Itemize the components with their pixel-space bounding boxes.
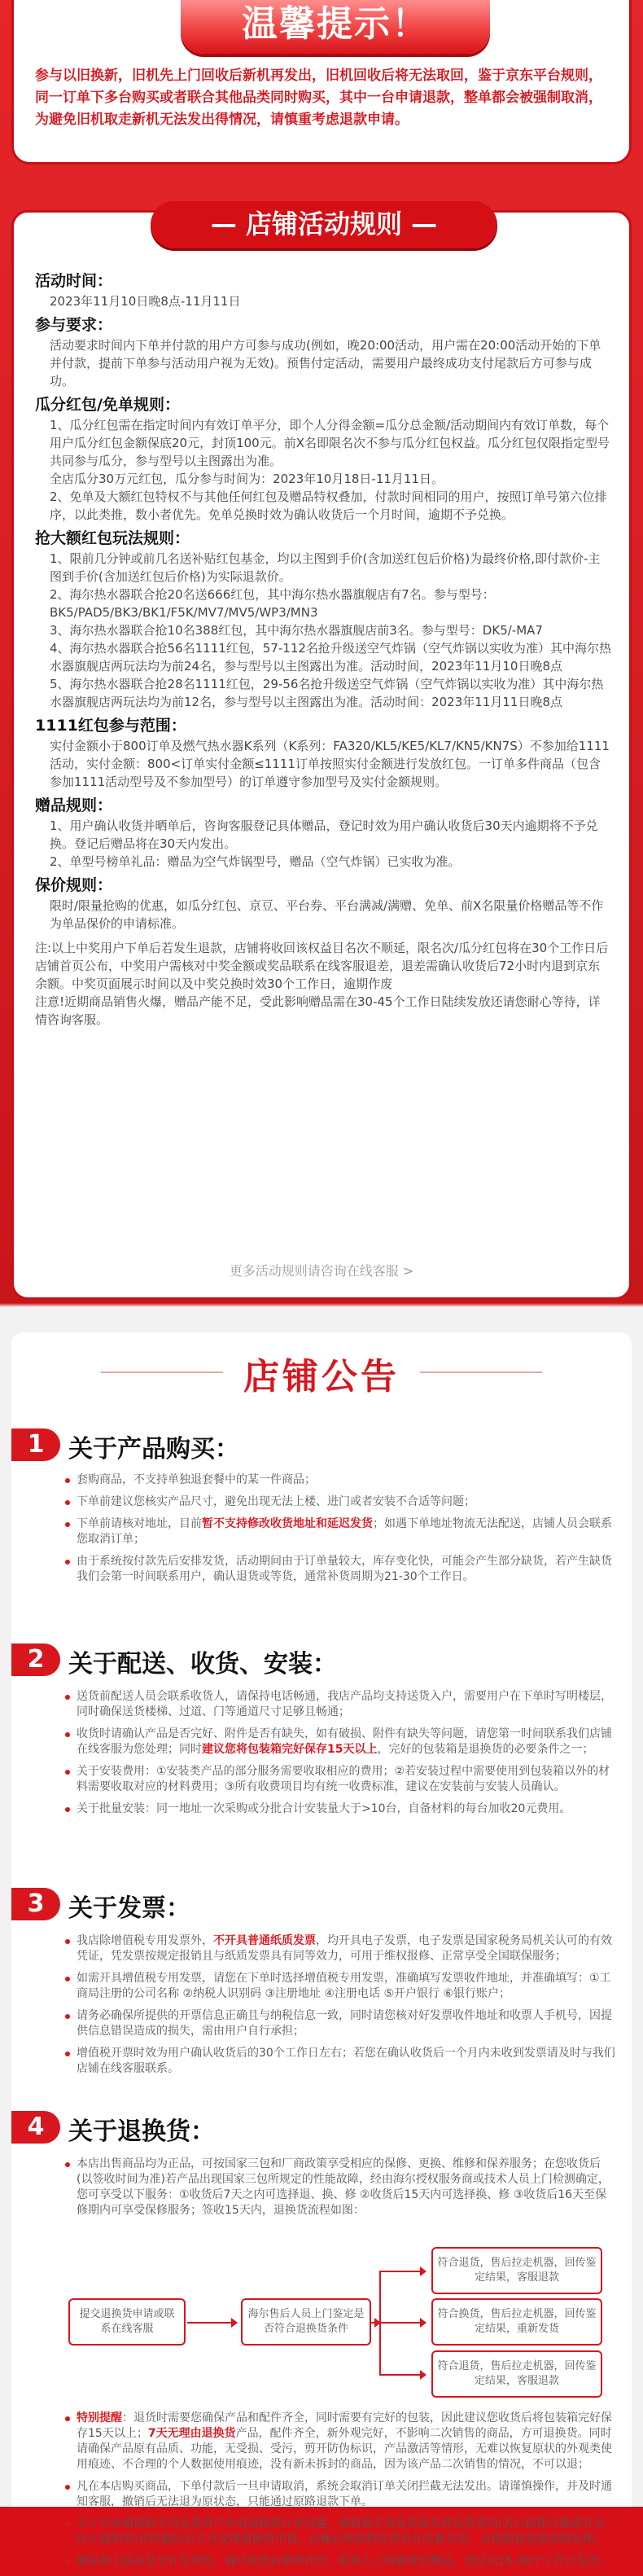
- flow-step-apply: 提交退换货申请或联系在线客服: [68, 2298, 186, 2346]
- list-item: 如需开具增值税专用发票，请您在下单时选择增值税专用发票，准确填写发票收件地址，并准确填写：①工商局注册的公司名称 ②纳税人识别码 ③注册地址 ④注册电话 ⑤开户银行 ⑥银行账户；: [65, 1971, 615, 2002]
- text-normal: 下单前请核对地址，目前: [77, 1517, 202, 1530]
- store-announcement-header: [11, 1332, 632, 1422]
- list-item: [65, 1516, 615, 1547]
- text-highlight: 暂不支持修改收货地址和延迟发货: [202, 1517, 373, 1530]
- activity-rules-title: — 店铺活动规则 —: [151, 201, 497, 248]
- list-item: 由于系统按付款先后安排发货，活动期间由于订单量较大，库存变化快，可能会产生部分缺货，若产生缺货我们会第一时间联系用户，确认退货或等货，通常补货周期为21-30个工作日。: [65, 1554, 615, 1585]
- coupon-rule-1b: 全店瓜分30万元红包，瓜分参与时间为：2023年10月18日-11月11日。: [50, 472, 444, 486]
- section-title-invoice: 关于发票：: [68, 1894, 190, 1923]
- combo-heading: 1111红包参与范围：: [35, 717, 186, 735]
- list-item: 请务必确保所提供的开票信息正确且与纳税信息一致，同时请您核对好发票收件地址和收票人手机号，因提供信息错误造成的损失，需由用户自行承担；: [65, 2008, 615, 2039]
- text-normal: 我店除增值税专用发票外，: [77, 1934, 213, 1947]
- activity-time-heading: 活动时间：: [35, 272, 113, 290]
- flow-result-refund: 符合退货，售后拉走机器，回传鉴定结果，客服退款: [431, 2247, 602, 2294]
- text-normal: ：退货时需要您确保产品和配件齐全，同时需要有完好的包装，因此建议您收货后将包装箱完好保存15天以上；: [77, 2411, 612, 2440]
- warm-notice-title: 温馨提示！: [181, 0, 490, 54]
- flow-arrow: [379, 2271, 425, 2272]
- list-item: 凡在本店购买商品，下单付款后一旦申请取消，系统会取消订单关闭拦截无法发出。请谨慎操作，并及时通知客服，撤销后无法退为原状态，只能通过原路退款下单。: [65, 2479, 615, 2510]
- gift-rule-1: 1、用户确认收货并晒单后，咨询客服登记具体赠品，登记时效为用户确认收货后30天内逾期将不予兑换。登记后赠品将在30天内发出。: [50, 818, 598, 851]
- activity-time-text: 2023年11月10日晚8点-11月11日: [50, 294, 241, 309]
- requirement-heading: 参与要求：: [35, 316, 113, 334]
- requirement-text: 活动要求时间内下单并付款的用户方可参与成功(例如，晚20:00活动，用户需在20:00活动开始的下单并付款，提前下单参与活动用户视为无效)。预售付定活动，需要用户最终成功支付尾款后方可参与成功。: [50, 338, 601, 388]
- list-item: 关于开具增值税专用发票用户申请退换货订单问题，增值税专用发票需先将发票寄回(若已报账可能需开具红字通知单)并经确认后方可受理退换货申请，店铺后续收到发票后开具新发票，会根据该发票流程处理；: [65, 2517, 615, 2547]
- return-list-top: [65, 2157, 615, 2225]
- section-return: [11, 2090, 632, 2568]
- warm-notice-body: 参与以旧换新，旧机先上门回收后新机再发出，旧机回收后将无法取回，鉴于京东平台规则，同一订单下多台购买或者联合其他品类同时购买，其中一台申请退款，整单都会被强制取消，为避免旧机取走新机无法发出得情况，请慎重考虑退款申请。: [35, 68, 602, 128]
- big-rule-3: 3、海尔热水器联合抢10名388红包，其中海尔热水器旗舰店前3名。参与型号：DK5/-MA7: [50, 623, 543, 638]
- guarantee-heading: 保价规则：: [35, 876, 113, 894]
- text-normal: ；如遇下单地址物流无法配送，店铺人员会联系您取消订单；: [77, 1517, 612, 1546]
- text-highlight: 特别提醒: [77, 2411, 122, 2425]
- text-normal: 产品，配件齐全，新外观完好，不影响二次销售的商品，方可退换货。同时请确保产品原有品质、功能，无受损、受污，剪开防伪标识，产品激活等情形，无难以恢复原状的外观类使用痕迹、不合理的个人数据使用痕迹，没有新未拆封的商品，因为该产品二次销售的情况，不可以退；: [77, 2427, 612, 2471]
- coupon-rule-2: 2、免单及大额红包特权不与其他任何红包及赠品特权叠加，付款时间相同的用户，按照订单号第六位排序，以此类推，数小者优先。免单兑换时效为确认收货后一个月时间，逾期不予兑换。: [50, 489, 607, 522]
- flow-result-refund-2: 符合退货，售后拉走机器，回传鉴定结果，客服退款: [431, 2350, 602, 2398]
- list-item: 套购商品，不支持单独退套餐中的某一件商品；: [65, 1472, 615, 1488]
- list-item: 关于批量安装：同一地址一次采购或分批合计安装量大于>10台，自备材料的每台加收20元费用。: [65, 1801, 615, 1817]
- big-rule-5: 5、海尔热水器联合抢28名1111红包，29-56名抢升级送空气炸锅（空气炸锅以实收为准）其中海尔热水器旗舰店两玩法均为前12名，参与型号以主图露出为准。活动时间：2023年11月11日晚8点: [50, 677, 604, 709]
- delivery-list: [65, 1689, 615, 1823]
- flow-step-inspect: 海尔售后人员上门鉴定是否符合退换货条件: [241, 2298, 371, 2346]
- flow-arrow: [371, 2322, 379, 2324]
- gift-heading: 赠品规则：: [35, 796, 113, 814]
- combo-text: 实付金额小于800订单及燃气热水器K系列（K系列：FA320/KL5/KE5/KL7/KN5/KN7S）不参加给1111活动，实付金额：800<订单实付金额≤1111订单按照实付金额进行发放红包。一订单多件商品（包含参加1111活动型号及不参加型号）的订单遵守参加型号及实付金额规则。: [50, 739, 610, 789]
- section-delivery: [11, 1626, 632, 1870]
- activity-rules-card: [11, 210, 632, 1300]
- store-announcement-title: 店铺公告: [243, 1356, 400, 1398]
- return-list-bottom: [65, 2411, 615, 2576]
- section-title-purchase: 关于产品购买：: [68, 1435, 239, 1464]
- big-rule-4: 4、海尔热水器联合抢56名1111红包，57-112名抢升级送空气炸锅（空气炸锅以实收为准）其中海尔热水器旗舰店两玩法均为前24名，参与型号以主图露出为准。活动时间，2023年11月10日晚8点: [50, 641, 611, 674]
- list-item: [65, 1933, 615, 1964]
- big-coupon-heading: 抢大额红包玩法规则：: [35, 529, 190, 547]
- list-item: [65, 2411, 615, 2473]
- flow-arrow: [379, 2322, 425, 2324]
- big-rule-1: 1、限前几分钟或前几名送补贴红包基金，均以主图到手价(含加送红包后价格)为最终价格,即付款价-主图到手价(含加送红包后价格)为实际退款价。: [50, 551, 601, 584]
- note-2: 注意!近期商品销售火爆，赠品产能不足，受此影响赠品需在30-45个工作日陆续发放还请您耐心等待，详情咨询客服。: [35, 994, 601, 1027]
- text-highlight: 建议您将包装箱完好保存15天以上: [202, 1743, 378, 1756]
- section-number-1: 1: [11, 1428, 60, 1461]
- text-highlight: 7天无理由退换货: [147, 2427, 236, 2440]
- coupon-heading: 瓜分红包/免单规则：: [35, 396, 180, 414]
- note-1: 注:以上中奖用户下单后若发生退款，店铺将收回该权益目名次不顺延，限名次/瓜分红包将在30个工作日后店铺首页公布，中奖用户需核对中奖金额或奖品联系在线客服退差，退差需确认收货后72小时内退到京东余额。中奖页面展示时间以及中奖兑换时效30个工作日，逾期作废: [35, 941, 609, 991]
- section-number-2: 2: [11, 1643, 60, 1676]
- big-rule-2: 2、海尔热水器联合抢20名送666红包，其中海尔热水器旗舰店有7名。参与型号：BK5/PAD5/BK3/BK1/F5K/MV7/MV5/WP3/MN3: [50, 587, 495, 620]
- flow-arrow: [379, 2374, 425, 2376]
- guarantee-text: 限时/限量抢购的优惠，如瓜分红包、京豆、平台券、平台满减/满赠、免单、前X名限量价格赠品等不作为单品保价的申请标准。: [50, 898, 604, 931]
- gift-rule-2: 2、单型号榜单礼品：赠品为空气炸锅型号，赠品（空气炸锅）已实收为准。: [50, 854, 461, 869]
- section-title-return: 关于退换货：: [68, 2117, 215, 2146]
- list-item: 增值税开票时效为用户确认收货后的30个工作日左右；若您在确认收货后一个月内未收到发票请及时与我们店铺在线客服联系。: [65, 2046, 615, 2077]
- section-invoice: [11, 1870, 632, 2090]
- list-item: 送货前配送人员会联系收货人，请保持电话畅通，我店产品均支持送货入户，需要用户在下单时写明楼层，同时确保送货楼梯、过道、门等通道尺寸足够且畅通；: [65, 1689, 615, 1720]
- list-item: [65, 1727, 615, 1758]
- warm-notice-card: [11, 0, 632, 165]
- flow-arrow: [187, 2322, 236, 2324]
- section-title-delivery: 关于配送、收货、安装：: [68, 1650, 337, 1679]
- activity-rules-content: [35, 266, 611, 1029]
- section-number-4: 4: [11, 2111, 60, 2144]
- more-rules-link[interactable]: 更多活动规则请咨询在线客服 >: [229, 1263, 414, 1279]
- list-item: 关于安装费用：①安装类产品的部分服务需要收取相应的费用；②若安装过程中需要使用到包装箱以外的材料需要收取对应的材料费用；③所有收费项目均有统一收费标准，建议在安装前与安装人员确认。: [65, 1764, 615, 1795]
- list-item: 下单前建议您核实产品尺寸，避免出现无法上楼、进门或者安装不合适等问题；: [65, 1494, 615, 1510]
- text-highlight: 不开具普通纸质发票: [213, 1934, 316, 1947]
- flow-result-exchange: 符合换货，售后拉走机器，回传鉴定结果，重新发货: [431, 2298, 602, 2346]
- title-decoration-right: [420, 1371, 542, 1373]
- text-normal: ，均开具电子发票，电子发票是国家税务局机关认可的有效凭证，凭发票按规定报销且与纸质发票具有同等效力，可用于维权报修、正常享受全国联保服务；: [77, 1934, 612, 1963]
- coupon-rule-1: 1、瓜分红包需在指定时间内有效订单平分，即个人分得金额=瓜分总金额/活动期间内有效订单数，每个用户瓜分红包金额保底20元，封顶100元。前X名即限名次不参与瓜分红包权益。瓜分红包仅限指定型号共同参与瓜分，参与型号以主图露出为准。: [50, 418, 610, 468]
- purchase-list: [65, 1472, 615, 1591]
- list-item: 本店出售商品均为正品，可按国家三包和厂商政策享受相应的保修、更换、维修和保养服务；在您收货后(以签收时间为准)若产品出现国家三包所规定的性能故障，经由海尔授权服务商或技术人员上门检测确定，您可享受以下服务：①收货后7天之内可选择退、换、修 ②收货后15天内可选择换、修 ③收货后16天至保修期内可享受保修服务；签收15天内，退换货流程如图：: [65, 2157, 615, 2218]
- list-item: 赠品和主商品是分开发货的，确认收货后晒单评价，联系人工客服登记赠品，登记后15-30个工作日发出。: [65, 2554, 615, 2569]
- invoice-list: [65, 1933, 615, 2083]
- text-normal: ，完好的包装箱是退换货的必要条件之一；: [377, 1743, 594, 1756]
- text-normal: 收货时请确认产品是否完好、附件是否有缺失，如有破损、附件有缺失等问题，请您第一时间联系我们店铺在线客服为您处理；同时: [77, 1727, 612, 1756]
- section-purchase: [11, 1422, 632, 1626]
- section-number-3: 3: [11, 1888, 60, 1920]
